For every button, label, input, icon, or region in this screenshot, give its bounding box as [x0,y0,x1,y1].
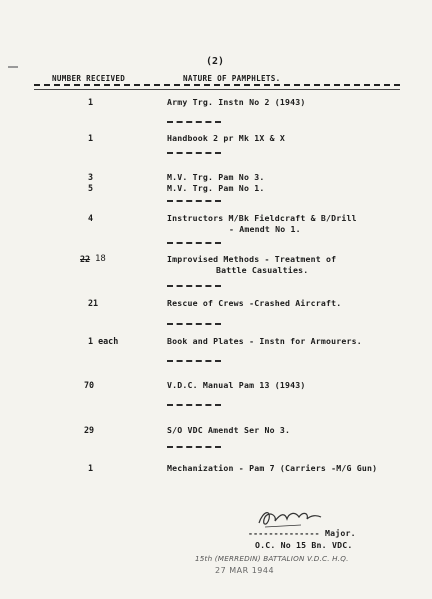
punch-mark [8,66,18,68]
row-3-quantity: 3 [88,172,94,182]
row-1-quantity: 1 [88,97,94,107]
signature-unit: O.C. No 15 Bn. VDC. [255,540,353,550]
row-1-title: Army Trg. Instn No 2 (1943) [167,97,306,107]
separator [167,360,221,362]
header-rule [34,84,400,86]
row-4-title: M.V. Trg. Pam No 1. [167,183,265,193]
row-10-quantity: 29 [84,425,95,435]
row-11-quantity: 1 [88,463,94,473]
page-number: (2) [206,56,225,67]
separator [167,323,221,325]
separator [167,285,221,287]
stamp-date: 27 MAR 1944 [215,566,275,575]
header-nature-of-pamphlets: NATURE OF PAMPHLETS. [183,74,281,83]
header-rule-thin [34,89,400,90]
row-7-quantity: 21 [88,298,99,308]
row-5-title-line-2: - Amendt No 1. [229,224,301,234]
row-7-title: Rescue of Crews -Crashed Aircraft. [167,298,342,308]
row-5-quantity: 4 [88,213,94,223]
separator [167,200,221,202]
row-10-title: S/O VDC Amendt Ser No 3. [167,425,291,435]
row-9-title: V.D.C. Manual Pam 13 (1943) [167,380,306,390]
separator [167,152,221,154]
row-3-title: M.V. Trg. Pam No 3. [167,172,265,182]
header-number-received: NUMBER RECEIVED [52,74,126,83]
row-6-title-line-2: Battle Casualties. [216,265,309,275]
separator [167,242,221,244]
row-6-quantity-struck: 22 [80,254,91,264]
stamp-unit: 15th (MERREDIN) BATTALION V.D.C. H.Q. [195,554,349,563]
separator [167,121,221,123]
row-6-title: Improvised Methods - Treatment of [167,254,337,264]
separator [167,404,221,406]
row-6-quantity: 18 [95,254,106,264]
row-5-title: Instructors M/Bk Fieldcraft & B/Drill [167,213,357,223]
signature-rank: -------------- Major. [248,528,356,538]
row-8-quantity: 1 each [88,336,119,346]
row-9-quantity: 70 [84,380,95,390]
separator [167,446,221,448]
row-11-title: Mechanization - Pam 7 (Carriers -M/G Gun) [167,463,378,473]
row-4-quantity: 5 [88,183,94,193]
row-8-title: Book and Plates - Instn for Armourers. [167,336,362,346]
row-2-quantity: 1 [88,133,94,143]
row-2-title: Handbook 2 pr Mk 1X & X [167,133,285,143]
